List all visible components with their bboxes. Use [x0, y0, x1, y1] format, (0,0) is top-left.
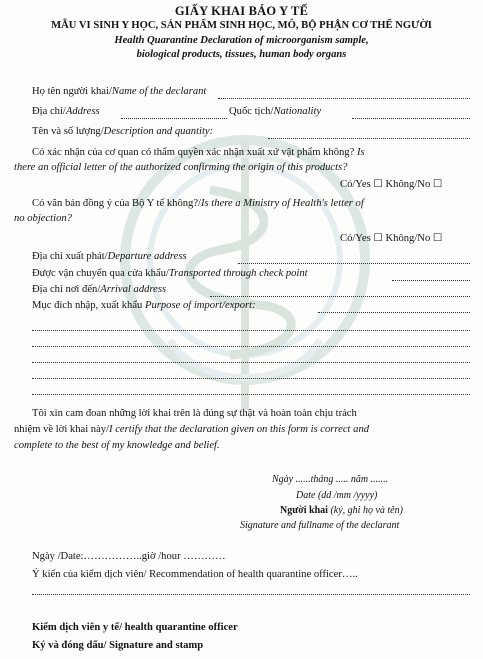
ministry-question-en-b: no objection?: [14, 213, 72, 224]
officer-recommendation-field[interactable]: [32, 594, 470, 595]
departure-address-field[interactable]: [238, 263, 470, 264]
declarant-label-vi: Họ tên người khai/: [32, 86, 112, 97]
form-english-title-line1: Health Quarantine Declaration of microorganism sample,: [114, 35, 369, 46]
departure-label-en: Departure address: [107, 251, 187, 262]
officer-label: Kiểm dịch viên y tế/ health quarantine officer: [32, 622, 238, 633]
origin-question-vi: Có xác nhận của cơ quan có thẩm quyền xác nhận xuất xứ vật phẩm không?: [32, 147, 355, 158]
stamp-label: Ký và đóng dấu/ Signature and stamp: [32, 640, 204, 651]
form-title: GIẤY KHAI BÁO Y TẾ: [174, 4, 309, 18]
blank-line-1[interactable]: [32, 330, 470, 331]
form-subtitle: MẪU VI SINH Y HỌC, SẢN PHẨM SINH HỌC, MÔ, BỘ PHẬN CƠ THỂ NGƯỜI: [51, 20, 432, 31]
purpose-label-en: Purpose of import/export:: [144, 300, 256, 311]
certification-line2-en: I certify that the declaration given on this form is correct and: [109, 424, 370, 435]
certification-line2-vi: nhiệm về lời khai này/: [14, 424, 110, 435]
certification-line3-text: complete to the best of my knowledge and belief.: [14, 440, 220, 451]
ministry-yes-no-options[interactable]: Có/Yes ☐ Không/No ☐: [340, 233, 443, 244]
address-label: [32, 106, 100, 117]
declarant-signature-note: (ký, ghi họ và tên): [330, 505, 403, 516]
transport-label-vi: Được vận chuyển qua cửa khẩu/: [32, 268, 169, 279]
signature-date-vi: Ngày ......tháng ..... năm .......: [272, 474, 389, 485]
nationality-field[interactable]: [352, 118, 470, 119]
arrival-label-en: Arrival address: [100, 284, 167, 295]
origin-yes-no-options[interactable]: Có/Yes ☐ Không/No ☐: [340, 179, 443, 190]
departure-label-vi: Địa chỉ xuất phát/: [32, 251, 108, 262]
departure-address-label: [32, 251, 187, 262]
description-label-vi: Tên và số lượng/: [32, 126, 104, 137]
form-english-title-line2: biological products, tissues, human body organs: [136, 49, 347, 60]
certification-line1: Tôi xin cam đoan những lời khai trên là đúng sự thật và hoàn toàn chịu trách: [32, 408, 357, 419]
officer-date-line: Ngày /Date:……………..giờ /hour …………: [32, 551, 226, 562]
description-field[interactable]: [268, 138, 470, 139]
declarant-signature-label: [280, 505, 403, 516]
origin-confirmation-question-line1: [32, 147, 365, 158]
blank-line-2[interactable]: [32, 346, 470, 347]
signature-date-en: Date (dd /mm /yyyy): [296, 490, 378, 501]
origin-question-en-b: there an official letter of the authorized confirming the origin of this products?: [14, 162, 348, 173]
certification-line3: [14, 440, 220, 451]
purpose-label-vi: Mục đích nhập, xuất khẩu: [32, 300, 143, 311]
purpose-field[interactable]: [318, 312, 470, 313]
declarant-signature-label-en: Signature and fullname of the declarant: [240, 520, 400, 531]
address-label-vi: Địa chỉ/: [32, 106, 66, 117]
ministry-letter-question-line1: [32, 198, 364, 209]
transport-checkpoint-field[interactable]: [392, 280, 470, 281]
transport-label-en: Transported through check point: [168, 268, 308, 279]
ministry-question-en-a: Is there a Ministry of Health's letter of: [200, 198, 364, 209]
address-field[interactable]: [121, 118, 227, 119]
description-label: [32, 126, 213, 137]
declarant-label-en: Name of the declarant: [111, 86, 207, 97]
declarant-signature-label-vi: Người khai: [280, 505, 328, 516]
blank-line-4[interactable]: [32, 378, 470, 379]
blank-line-3[interactable]: [32, 362, 470, 363]
declarant-name-field[interactable]: [218, 98, 470, 99]
ministry-letter-question-line2: [14, 213, 72, 224]
description-label-en: Description and quantity:: [103, 126, 214, 137]
origin-question-en-a: Is: [356, 147, 365, 158]
nationality-label-vi: Quốc tịch/: [229, 106, 274, 117]
address-label-en: Address: [65, 106, 100, 117]
ministry-question-vi: Có văn bản đồng ý của Bộ Y tế không?/: [32, 198, 201, 209]
blank-line-5[interactable]: [32, 394, 470, 395]
certification-line2: [14, 424, 369, 435]
arrival-address-label: [32, 284, 166, 295]
declarant-name-label: [32, 86, 206, 97]
purpose-label: [32, 300, 256, 311]
officer-recommendation-line: Ý kiến của kiểm dịch viên/ Recommendation of health quarantine officer…..: [32, 569, 358, 580]
arrival-label-vi: Địa chỉ nơi đến/: [32, 284, 101, 295]
nationality-label-en: Nationality: [273, 106, 322, 117]
arrival-address-field[interactable]: [210, 296, 470, 297]
origin-confirmation-question-line2: [14, 162, 347, 173]
transport-checkpoint-label: [32, 268, 308, 279]
nationality-label: [229, 106, 321, 117]
